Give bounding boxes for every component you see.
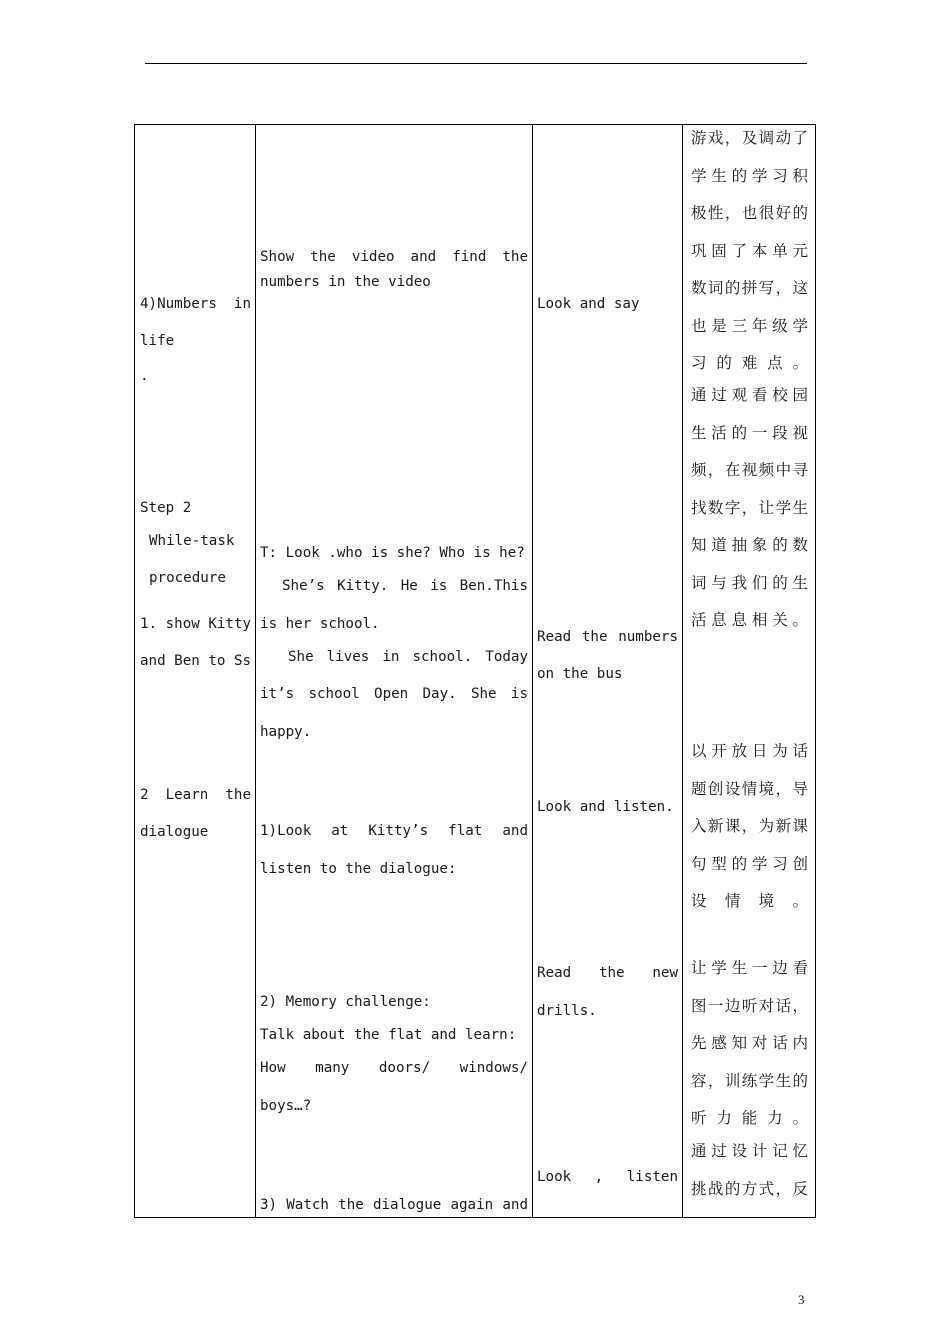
intent-paragraph-5 (691, 1133, 809, 1208)
student-read-numbers-cont: on the bus (537, 666, 623, 682)
step-2-title: Step 2 (140, 500, 192, 516)
activity-memory: 2) Memory challenge: (260, 994, 431, 1010)
intent-line: 通过设计记忆 (691, 1142, 809, 1160)
step-learn-dialogue-cont: dialogue (140, 824, 209, 840)
intent-line: 容，训练学生的 (691, 1071, 809, 1090)
student-read-new: Read the new (537, 965, 678, 981)
activity-video: Show the video and find the (260, 249, 528, 265)
activity-lives: She lives in school. Today (288, 649, 528, 665)
intent-line: 通过观看校园 (691, 386, 809, 404)
activity-happy: happy. (260, 724, 312, 740)
step-show-kitty-cont: and Ben to Ss (140, 653, 252, 669)
activity-look-flat: 1)Look at Kitty’s flat and (260, 823, 528, 839)
intent-line: 图一边听对话， (691, 996, 809, 1015)
student-read-new-cont: drills. (537, 1003, 597, 1019)
student-look-say: Look and say (537, 296, 640, 312)
intent-line: 以开放日为话 (691, 742, 809, 760)
intent-paragraph-2 (691, 377, 809, 640)
intent-line: 题创设情境，导 (691, 779, 809, 798)
intent-line: 让学生一边看 (691, 959, 809, 977)
column-divider (682, 125, 683, 1217)
column-divider (532, 125, 533, 1217)
activity-watch: 3) Watch the dialogue again and (260, 1197, 528, 1213)
intent-line: 句型的学习创 (691, 854, 809, 873)
step-dot: . (140, 368, 149, 384)
column-divider (255, 125, 256, 1217)
activity-kitty: She’s Kitty. He is Ben.This (282, 578, 528, 594)
student-look-listen: Look and listen. (537, 799, 674, 815)
intent-line: 频，在视频中寻 (691, 461, 809, 479)
step-numbers-in-life-cont: life (140, 333, 175, 349)
intent-line: 入新课，为新课 (691, 817, 809, 835)
step-numbers-in-life: 4)Numbers in (140, 296, 251, 312)
activity-kitty-cont: is her school. (260, 616, 380, 632)
intent-line: 游戏，及调动了 (691, 129, 809, 147)
intent-line: 先感知对话内 (691, 1034, 809, 1052)
step-show-kitty: 1. show Kitty (140, 616, 252, 632)
intent-line: 极性，也很好的 (691, 204, 809, 222)
intent-line: 学生的学习积 (691, 166, 809, 185)
intent-line: 挑战的方式，反 (691, 1179, 809, 1198)
intent-paragraph-1 (691, 120, 809, 383)
intent-line: 听力能力。 (691, 1109, 809, 1127)
intent-paragraph-3 (691, 733, 809, 921)
activity-look-flat-cont: listen to the dialogue: (260, 861, 457, 877)
student-look-listen-2: Look , listen (537, 1169, 678, 1185)
step-2-while-task: While-task (149, 533, 235, 549)
intent-line: 数词的拼写，这 (691, 279, 809, 297)
intent-paragraph-4 (691, 950, 809, 1138)
intent-line: 习的难点。 (691, 354, 809, 372)
activity-video-cont: numbers in the video (260, 274, 431, 290)
intent-line: 词与我们的生 (691, 573, 809, 592)
lesson-plan-table (134, 124, 816, 1218)
student-read-numbers: Read the numbers (537, 629, 678, 645)
page-number: 3 (798, 1292, 805, 1307)
intent-line: 生活的一段视 (691, 423, 809, 442)
activity-t-look: T: Look .who is she? Who is he? (260, 545, 525, 561)
header-rule (145, 63, 807, 64)
activity-boys: boys…? (260, 1098, 312, 1114)
activity-lives-cont: it’s school Open Day. She is (260, 686, 528, 702)
activity-talk: Talk about the flat and learn: (260, 1027, 517, 1043)
step-learn-dialogue: 2 Learn the (140, 787, 251, 803)
intent-line: 知道抽象的数 (691, 536, 809, 554)
intent-line: 找数字，让学生 (691, 498, 809, 517)
activity-how-many: How many doors/ windows/ (260, 1060, 528, 1076)
intent-line: 也是三年级学 (691, 316, 809, 335)
intent-line: 设情境。 (691, 892, 809, 910)
intent-line: 巩固了本单元 (691, 241, 809, 260)
step-2-procedure: procedure (149, 570, 226, 586)
intent-line: 活息息相关。 (691, 611, 809, 629)
